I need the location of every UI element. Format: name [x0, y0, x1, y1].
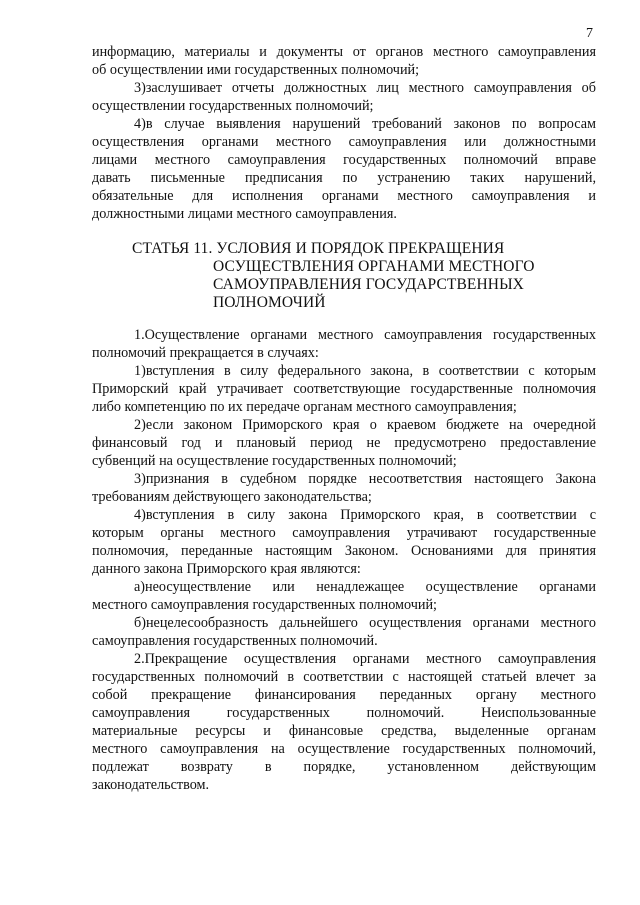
text-line: 4)вступления в силу закона Приморского края, в соответствии с [134, 507, 596, 523]
article-heading-line: СТАТЬЯ 11. УСЛОВИЯ И ПОРЯДОК ПРЕКРАЩЕНИЯ [132, 240, 505, 257]
text-line: требованиям действующего законодательства; [92, 489, 372, 505]
text-line: информацию, материалы и документы от органов местного самоуправления [92, 44, 596, 60]
text-line: самоуправления государственных полномочий. [92, 633, 378, 649]
text-line: а)неосуществление или ненадлежащее осуществление органами [134, 579, 596, 595]
text-line: осуществлении государственных полномочий; [92, 98, 374, 114]
text-line: которым органы местного самоуправления утрачивают государственные [92, 525, 596, 541]
text-line: самоуправления государственных полномочий. Неиспользованные [92, 705, 596, 721]
text-line: данного закона Приморского края являются: [92, 561, 361, 577]
text-line: осуществления органами местного самоуправления или должностными [92, 134, 596, 150]
article-heading-line: САМОУПРАВЛЕНИЯ ГОСУДАРСТВЕННЫХ [213, 276, 524, 293]
text-line: полномочий прекращается в случаях: [92, 345, 319, 361]
text-line: лицами местного самоуправления государственных полномочий вправе [92, 152, 596, 168]
text-line: 1)вступления в силу федерального закона, в соответствии с которым [134, 363, 596, 379]
text-line: законодательством. [92, 777, 210, 793]
article-heading-line: ПОЛНОМОЧИЙ [213, 294, 326, 311]
text-line: либо компетенцию по их передаче органам местного самоуправления; [92, 399, 517, 415]
text-line: 2)если законом Приморского края о краевом бюджете на очередной [134, 417, 596, 433]
article-heading-line: ОСУЩЕСТВЛЕНИЯ ОРГАНАМИ МЕСТНОГО [213, 258, 535, 275]
text-line: финансовый год и плановый период не предусмотрено предоставление [92, 435, 596, 451]
text-line: об осуществлении ими государственных полномочий; [92, 62, 420, 78]
text-line: субвенций на осуществление государственных полномочий; [92, 453, 457, 469]
text-line: местного самоуправления на осуществление государственных полномочий, [92, 741, 596, 757]
text-line: 3)признания в судебном порядке несоответствия настоящего Закона [134, 471, 596, 487]
text-line: подлежат возврату в порядке, установленном действующим [92, 759, 596, 775]
text-line: давать письменные предписания по устранению таких нарушений, [92, 170, 596, 186]
text-line: б)нецелесообразность дальнейшего осуществления органами местного [134, 615, 596, 631]
text-line: 1.Осуществление органами местного самоуправления государственных [134, 327, 596, 343]
text-line: местного самоуправления государственных полномочий; [92, 597, 438, 613]
text-line: собой прекращение финансирования переданных органу местного [92, 687, 596, 703]
text-line: материальные ресурсы и финансовые средства, выделенные органам [92, 723, 596, 739]
page-number: 7 [586, 26, 593, 41]
text-line: 2.Прекращение осуществления органами местного самоуправления [134, 651, 596, 667]
text-line: обязательные для исполнения органами местного самоуправления и [92, 188, 596, 204]
text-line: полномочия, переданные настоящим Законом. Основаниями для принятия [92, 543, 596, 559]
text-line: Приморский край утрачивает соответствующие государственные полномочия [92, 381, 596, 397]
text-line: 3)заслушивает отчеты должностных лиц местного самоуправления об [134, 80, 596, 96]
text-line: должностными лицами местного самоуправления. [92, 206, 397, 222]
text-line: 4)в случае выявления нарушений требований законов по вопросам [134, 116, 596, 132]
text-line: государственных полномочий в соответствии с настоящей статьей влечет за [92, 669, 596, 685]
